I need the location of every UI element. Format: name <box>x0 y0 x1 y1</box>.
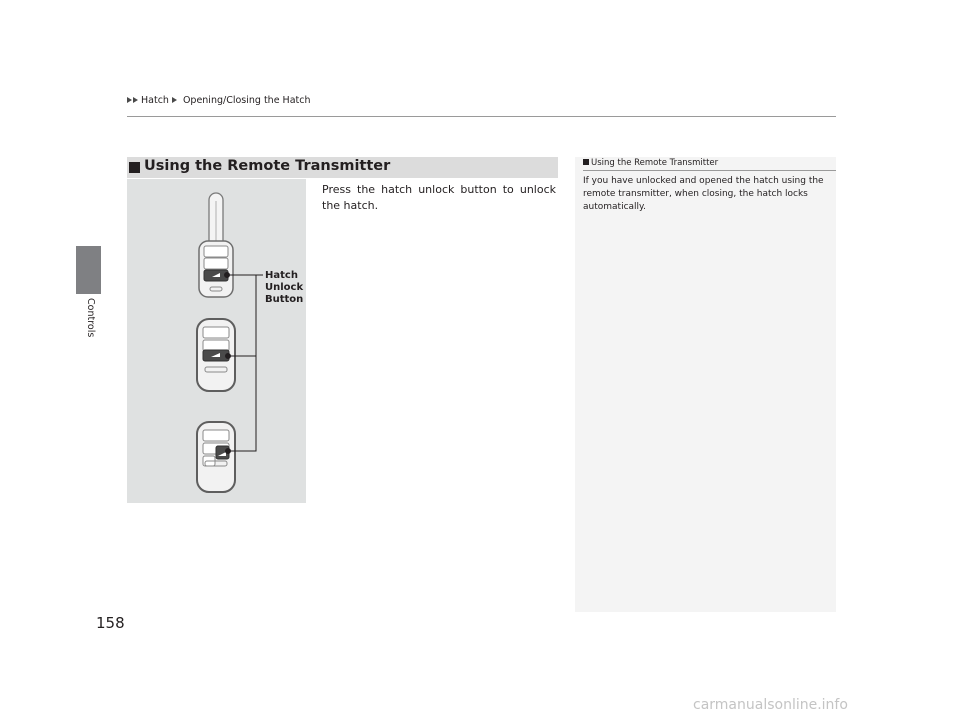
note-text: If you have unlocked and opened the hatch using the remote transmitter, when closing, the hatch locks automatically. <box>583 176 824 212</box>
section-heading <box>127 157 558 178</box>
breadcrumb-arrow-icon <box>133 97 138 103</box>
note-title: Using the Remote Transmitter <box>583 158 718 168</box>
section-heading-text: Using the Remote Transmitter <box>144 158 391 174</box>
chapter-tab <box>76 246 101 294</box>
smart-key-fob-alt-icon <box>197 422 235 492</box>
note-panel <box>575 157 836 612</box>
header-divider <box>127 116 836 117</box>
watermark: carmanualsonline.info <box>693 697 848 713</box>
instruction-text: Press the hatch unlock button to unlock the hatch. <box>322 183 556 212</box>
breadcrumb-arrow-icon <box>127 97 132 103</box>
breadcrumb-item-hatch[interactable]: Hatch <box>141 95 169 106</box>
note-divider <box>583 170 836 171</box>
heading-square-icon <box>129 162 140 173</box>
key-fob-with-blade-icon <box>199 193 233 297</box>
breadcrumb-item-opening-closing[interactable]: Opening/Closing the Hatch <box>182 95 311 106</box>
note-reference-icon <box>583 159 589 165</box>
chapter-label: Controls <box>85 298 96 338</box>
key-fobs-drawing <box>127 179 306 503</box>
hatch-unlock-button-callout: Hatch Unlock Button <box>265 270 304 305</box>
page-number: 158 <box>96 614 125 632</box>
breadcrumb-arrow-icon <box>172 97 177 103</box>
breadcrumb <box>127 95 311 106</box>
remote-transmitter-illustration <box>127 179 306 503</box>
